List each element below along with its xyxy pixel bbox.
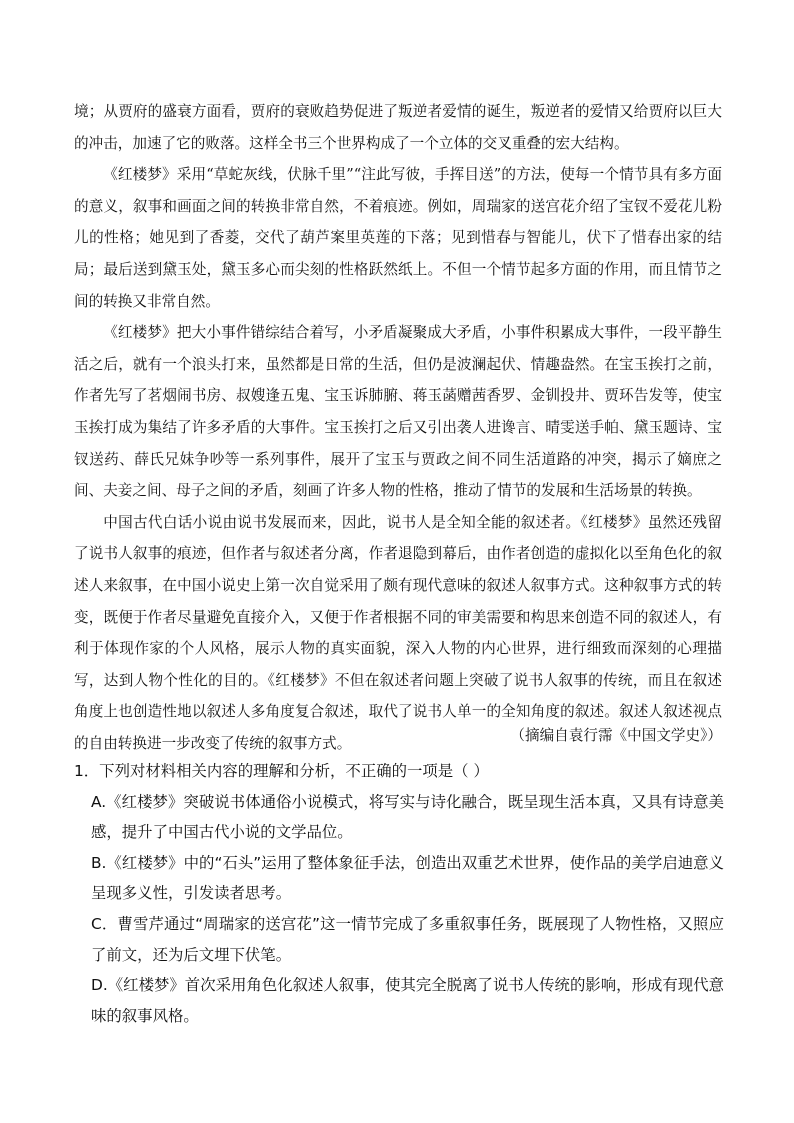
reading-passage — [74, 96, 722, 759]
question-stem: 1．下列对材料相关内容的理解和分析，不正确的一项是（ ） — [74, 762, 489, 780]
passage-paragraph-3: 《红楼梦》把大小事件错综结合着写，小矛盾凝聚成大矛盾，小事件积累成大事件，一段平静生活之后，就有一个浪头打来，虽然都是日常的生活，但仍是波澜起伏、情趣盎然。在宝玉挨打之前，作者先写了茗烟闹书房、叔嫂逢五鬼、宝玉诉肺腑、蒋玉菡赠茜香罗、金钏投井、贾环告发等，使宝玉挨打成为集结了许多矛盾的大事件。宝玉挨打之后又引出袭人进谗言、晴雯送手帕、黛玉题诗、宝钗送药、薛氏兄妹争吵等一系列事件，展开了宝玉与贾政之间不同生活道路的冲突，揭示了嫡庶之间、夫妾之间、母子之间的矛盾，刻画了许多人物的性格，推动了情节的发展和生活场景的转换。 — [74, 324, 722, 500]
option-d[interactable]: D.《红楼梦》首次采用角色化叙述人叙事，使其完全脱离了说书人传统的影响，形成有现代意味的叙事风格。 — [91, 976, 724, 1025]
question-1 — [74, 756, 724, 1031]
passage-paragraph-2: 《红楼梦》采用“草蛇灰线，伏脉千里”“注此写彼，手挥目送”的方法，使每一个情节具有多方面的意义，叙事和画面之间的转换非常自然，不着痕迹。例如，周瑞家的送宫花介绍了宝钗不爱花儿粉儿的性格；她见到了香菱，交代了葫芦案里英莲的下落；见到惜春与智能儿，伏下了惜春出家的结局；最后送到黛玉处，黛玉多心而尖刻的性格跃然纸上。不但一个情节起多方面的作用，而且情节之间的转换又非常自然。 — [74, 166, 722, 310]
option-b[interactable]: B.《红楼梦》中的“石头”运用了整体象征手法，创造出双重艺术世界，使作品的美学启迪意义呈现多义性，引发读者思考。 — [91, 853, 724, 903]
passage-source-citation: （摘编自袁行霈《中国文学史》） — [510, 727, 722, 744]
option-a[interactable]: A.《红楼梦》突破说书体通俗小说模式，将写实与诗化融合，既呈现生活本真，又具有诗意美感，提升了中国古代小说的文学品位。 — [91, 792, 724, 842]
passage-paragraph-4: 中国古代白话小说由说书发展而来，因此，说书人是全知全能的叙述者。《红楼梦》虽然还残留了说书人叙事的痕迹，但作者与叙述者分离，作者退隐到幕后，由作者创造的虚拟化以至角色化的叙述人来叙事，在中国小说史上第一次自觉采用了颇有现代意味的叙述人叙事方式。这种叙事方式的转变，既便于作者尽量避免直接介入，又便于作者根据不同的审美需要和构思来创造不同的叙述人，有利于体现作家的个人风格，展示人物的真实面貌，深入人物的内心世界，进行细致而深刻的心理描写，达到人物个性化的目的。《红楼梦》不但在叙述者问题上突破了说书人叙事的传统，而且在叙述角度上也创造性地以叙述人多角度复合叙述，取代了说书人单一的全知角度的叙述。叙述人叙述视点的自由转换进一步改变了传统的叙事方式。 — [74, 513, 722, 752]
passage-paragraph-1: 境；从贾府的盛衰方面看，贾府的衰败趋势促进了叛逆者爱情的诞生，叛逆者的爱情又给贾府以巨大的冲击，加速了它的败落。这样全书三个世界构成了一个立体的交叉重叠的宏大结构。 — [74, 103, 722, 152]
option-c[interactable]: C．曹雪芹通过“周瑞家的送宫花”这一情节完成了多重叙事任务，既展现了人物性格，又照应了前文，还为后文埋下伏笔。 — [91, 914, 724, 964]
